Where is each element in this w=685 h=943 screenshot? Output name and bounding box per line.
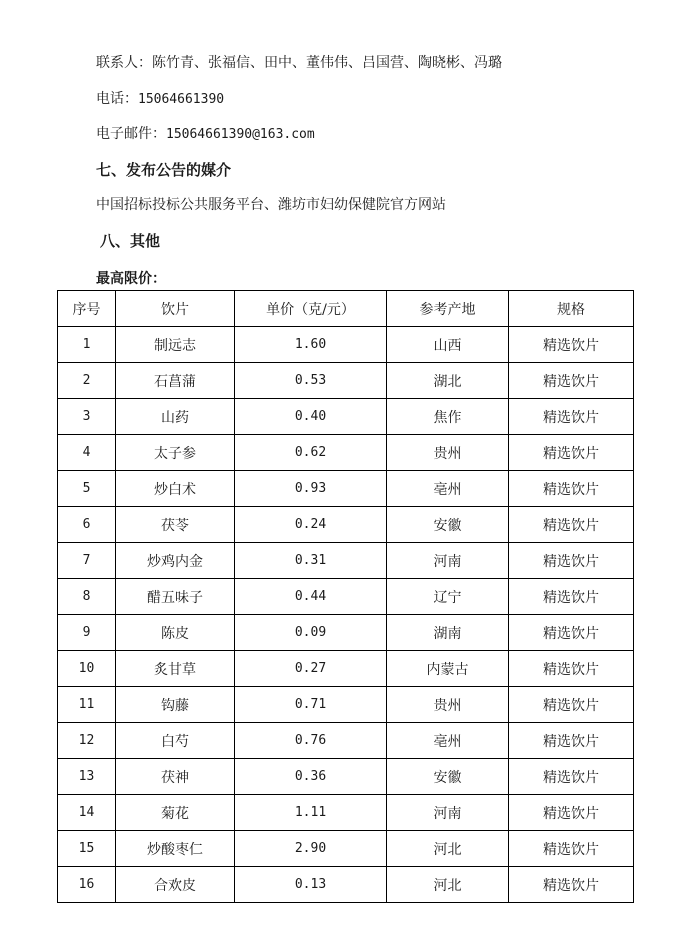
- spec: 精选饮片: [509, 471, 634, 507]
- contact-label: 联系人：: [96, 55, 152, 71]
- unit-price: 0.71: [235, 687, 387, 723]
- spec: 精选饮片: [509, 759, 634, 795]
- herb-name: 陈皮: [116, 615, 235, 651]
- table-row: [58, 795, 634, 831]
- row-index: 7: [58, 543, 116, 579]
- unit-price: 0.40: [235, 399, 387, 435]
- spec: 精选饮片: [509, 363, 634, 399]
- header-index: 序号: [58, 291, 116, 327]
- table-row: [58, 435, 634, 471]
- row-index: 6: [58, 507, 116, 543]
- row-index: 13: [58, 759, 116, 795]
- table-row: [58, 687, 634, 723]
- herb-name: 醋五味子: [116, 579, 235, 615]
- row-index: 1: [58, 327, 116, 363]
- herb-name: 山药: [116, 399, 235, 435]
- spec: 精选饮片: [509, 507, 634, 543]
- origin: 贵州: [387, 435, 509, 471]
- origin: 亳州: [387, 471, 509, 507]
- unit-price: 0.13: [235, 867, 387, 903]
- table-row: [58, 327, 634, 363]
- origin: 贵州: [387, 687, 509, 723]
- row-index: 2: [58, 363, 116, 399]
- row-index: 12: [58, 723, 116, 759]
- spec: 精选饮片: [509, 795, 634, 831]
- origin: 河南: [387, 795, 509, 831]
- spec: 精选饮片: [509, 579, 634, 615]
- herb-name: 炙甘草: [116, 651, 235, 687]
- origin: 河北: [387, 831, 509, 867]
- herb-name: 太子参: [116, 435, 235, 471]
- unit-price: 0.24: [235, 507, 387, 543]
- phone-line: [96, 88, 224, 108]
- herb-name: 石菖蒲: [116, 363, 235, 399]
- unit-price: 1.11: [235, 795, 387, 831]
- row-index: 9: [58, 615, 116, 651]
- unit-price: 0.93: [235, 471, 387, 507]
- row-index: 15: [58, 831, 116, 867]
- contact-names: 陈竹青、张福信、田中、董伟伟、吕国营、陶晓彬、冯璐: [152, 55, 502, 71]
- row-index: 10: [58, 651, 116, 687]
- table-row: [58, 471, 634, 507]
- origin: 湖北: [387, 363, 509, 399]
- table-header-row: [58, 291, 634, 327]
- header-origin: 参考产地: [387, 291, 509, 327]
- email-label: 电子邮件：: [96, 126, 166, 142]
- herb-name: 合欢皮: [116, 867, 235, 903]
- row-index: 11: [58, 687, 116, 723]
- herb-name: 炒鸡内金: [116, 543, 235, 579]
- header-herb: 饮片: [116, 291, 235, 327]
- origin: 河南: [387, 543, 509, 579]
- unit-price: 0.44: [235, 579, 387, 615]
- table-row: [58, 363, 634, 399]
- spec: 精选饮片: [509, 723, 634, 759]
- email-line: [96, 123, 315, 143]
- row-index: 3: [58, 399, 116, 435]
- origin: 安徽: [387, 507, 509, 543]
- origin: 湖南: [387, 615, 509, 651]
- unit-price: 0.31: [235, 543, 387, 579]
- row-index: 14: [58, 795, 116, 831]
- row-index: 5: [58, 471, 116, 507]
- unit-price: 0.27: [235, 651, 387, 687]
- spec: 精选饮片: [509, 543, 634, 579]
- unit-price: 0.62: [235, 435, 387, 471]
- unit-price: 2.90: [235, 831, 387, 867]
- table-row: [58, 543, 634, 579]
- table-row: [58, 507, 634, 543]
- phone-label: 电话：: [96, 91, 138, 107]
- row-index: 16: [58, 867, 116, 903]
- spec: 精选饮片: [509, 651, 634, 687]
- spec: 精选饮片: [509, 399, 634, 435]
- row-index: 8: [58, 579, 116, 615]
- unit-price: 0.09: [235, 615, 387, 651]
- price-table-body: [58, 327, 634, 903]
- section7-heading: 七、发布公告的媒介: [96, 161, 232, 179]
- table-row: [58, 399, 634, 435]
- origin: 亳州: [387, 723, 509, 759]
- section8-heading: 八、其他: [100, 232, 161, 250]
- spec: 精选饮片: [509, 615, 634, 651]
- herb-name: 菊花: [116, 795, 235, 831]
- unit-price: 1.60: [235, 327, 387, 363]
- origin: 辽宁: [387, 579, 509, 615]
- spec: 精选饮片: [509, 435, 634, 471]
- origin: 安徽: [387, 759, 509, 795]
- max-price-label: 最高限价：: [96, 271, 166, 287]
- origin: 内蒙古: [387, 651, 509, 687]
- unit-price: 0.53: [235, 363, 387, 399]
- price-table: [57, 290, 634, 903]
- section7-body: 中国招标投标公共服务平台、潍坊市妇幼保健院官方网站: [96, 197, 446, 213]
- herb-name: 茯苓: [116, 507, 235, 543]
- spec: 精选饮片: [509, 687, 634, 723]
- herb-name: 白芍: [116, 723, 235, 759]
- table-row: [58, 723, 634, 759]
- spec: 精选饮片: [509, 831, 634, 867]
- herb-name: 炒白术: [116, 471, 235, 507]
- unit-price: 0.76: [235, 723, 387, 759]
- herb-name: 制远志: [116, 327, 235, 363]
- table-row: [58, 579, 634, 615]
- herb-name: 茯神: [116, 759, 235, 795]
- table-row: [58, 615, 634, 651]
- origin: 焦作: [387, 399, 509, 435]
- origin: 河北: [387, 867, 509, 903]
- header-spec: 规格: [509, 291, 634, 327]
- table-row: [58, 867, 634, 903]
- spec: 精选饮片: [509, 867, 634, 903]
- table-row: [58, 651, 634, 687]
- email-address: 15064661390@163.com: [166, 127, 315, 142]
- header-unit-price: 单价（克/元）: [235, 291, 387, 327]
- herb-name: 钩藤: [116, 687, 235, 723]
- table-row: [58, 759, 634, 795]
- phone-number: 15064661390: [138, 92, 225, 107]
- spec: 精选饮片: [509, 327, 634, 363]
- origin: 山西: [387, 327, 509, 363]
- herb-name: 炒酸枣仁: [116, 831, 235, 867]
- table-row: [58, 831, 634, 867]
- unit-price: 0.36: [235, 759, 387, 795]
- contact-line: [96, 52, 502, 72]
- row-index: 4: [58, 435, 116, 471]
